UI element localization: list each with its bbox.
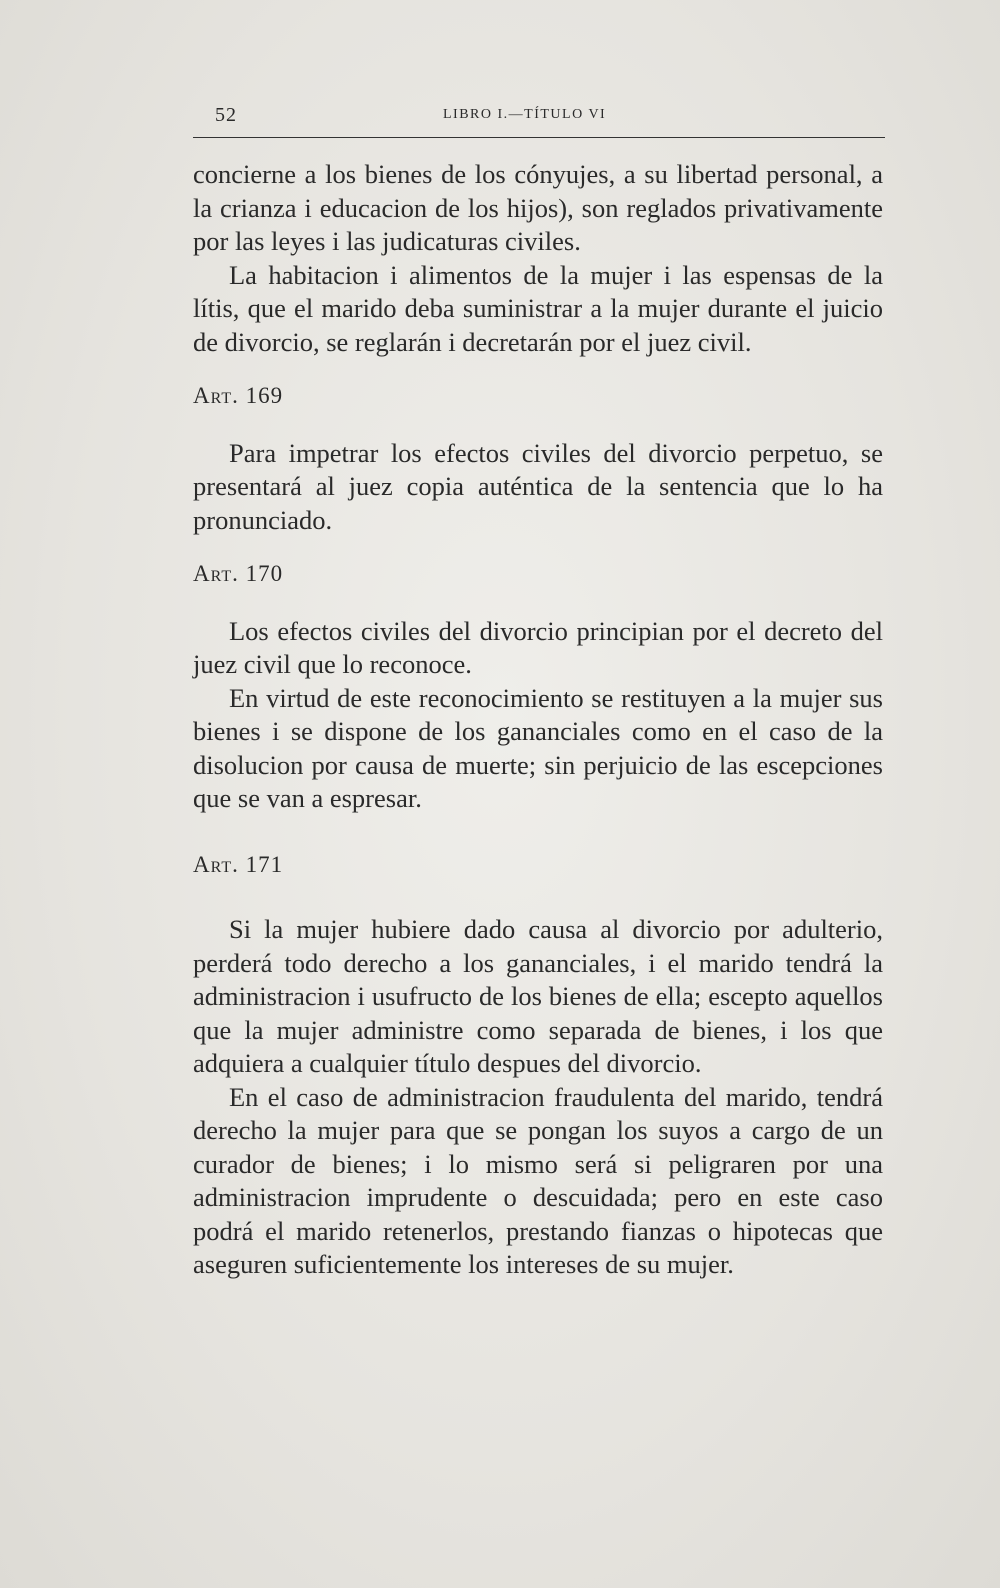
- article-heading: Art. 169: [193, 383, 284, 408]
- header-rule: [193, 137, 885, 138]
- paragraph: Los efectos civiles del divorcio principian por el decreto del juez civil que lo reconoce.: [193, 615, 883, 679]
- article-heading: Art. 171: [193, 851, 284, 877]
- page-number: 52: [215, 104, 237, 126]
- paragraph: La habitacion i alimentos de la mujer i las espensas de la lítis, que el marido deba suministrar a la mujer durante el juicio de divorcio, se reglarán i decretarán por el juez civil.: [193, 259, 883, 357]
- page-header: [193, 104, 885, 130]
- paragraph: En el caso de administracion fraudulenta del marido, tendrá derecho la mujer para que se pongan los suyos a cargo de un curador de bienes; i lo mismo será si peligraren por una administracion imprudente o descuidada; pero en este caso podrá el marido retenerlos, prestando fianzas o hipotecas que aseguren suficientemente los intereses de su mujer.: [193, 1081, 883, 1279]
- running-head: LIBRO I.—TÍTULO VI: [443, 107, 607, 122]
- body-text: [193, 158, 883, 1282]
- paragraph: Si la mujer hubiere dado causa al divorcio por adulterio, perderá todo derecho a los gananciales, i el marido tendrá la administracion i usufructo de los bienes de ella; escepto aquellos que la mujer administre como separada de bienes, i los que adquiera a cualquier título despues del divorcio.: [193, 914, 883, 1078]
- article-heading: Art. 170: [193, 561, 284, 586]
- paragraph: concierne a los bienes de los cónyujes, a su libertad personal, a la crianza i educacion de los hijos), son reglados privativamente por las leyes i las judicaturas civiles.: [193, 159, 883, 256]
- paragraph: En virtud de este reconocimiento se restituyen a la mujer sus bienes i se dispone de los gananciales como en el caso de la disolucion por causa de muerte; sin perjuicio de las escepciones que se van a espresar.: [193, 682, 883, 813]
- paragraph: Para impetrar los efectos civiles del divorcio perpetuo, se presentará al juez copia auténtica de la sentencia que lo ha pronunciado.: [193, 437, 883, 535]
